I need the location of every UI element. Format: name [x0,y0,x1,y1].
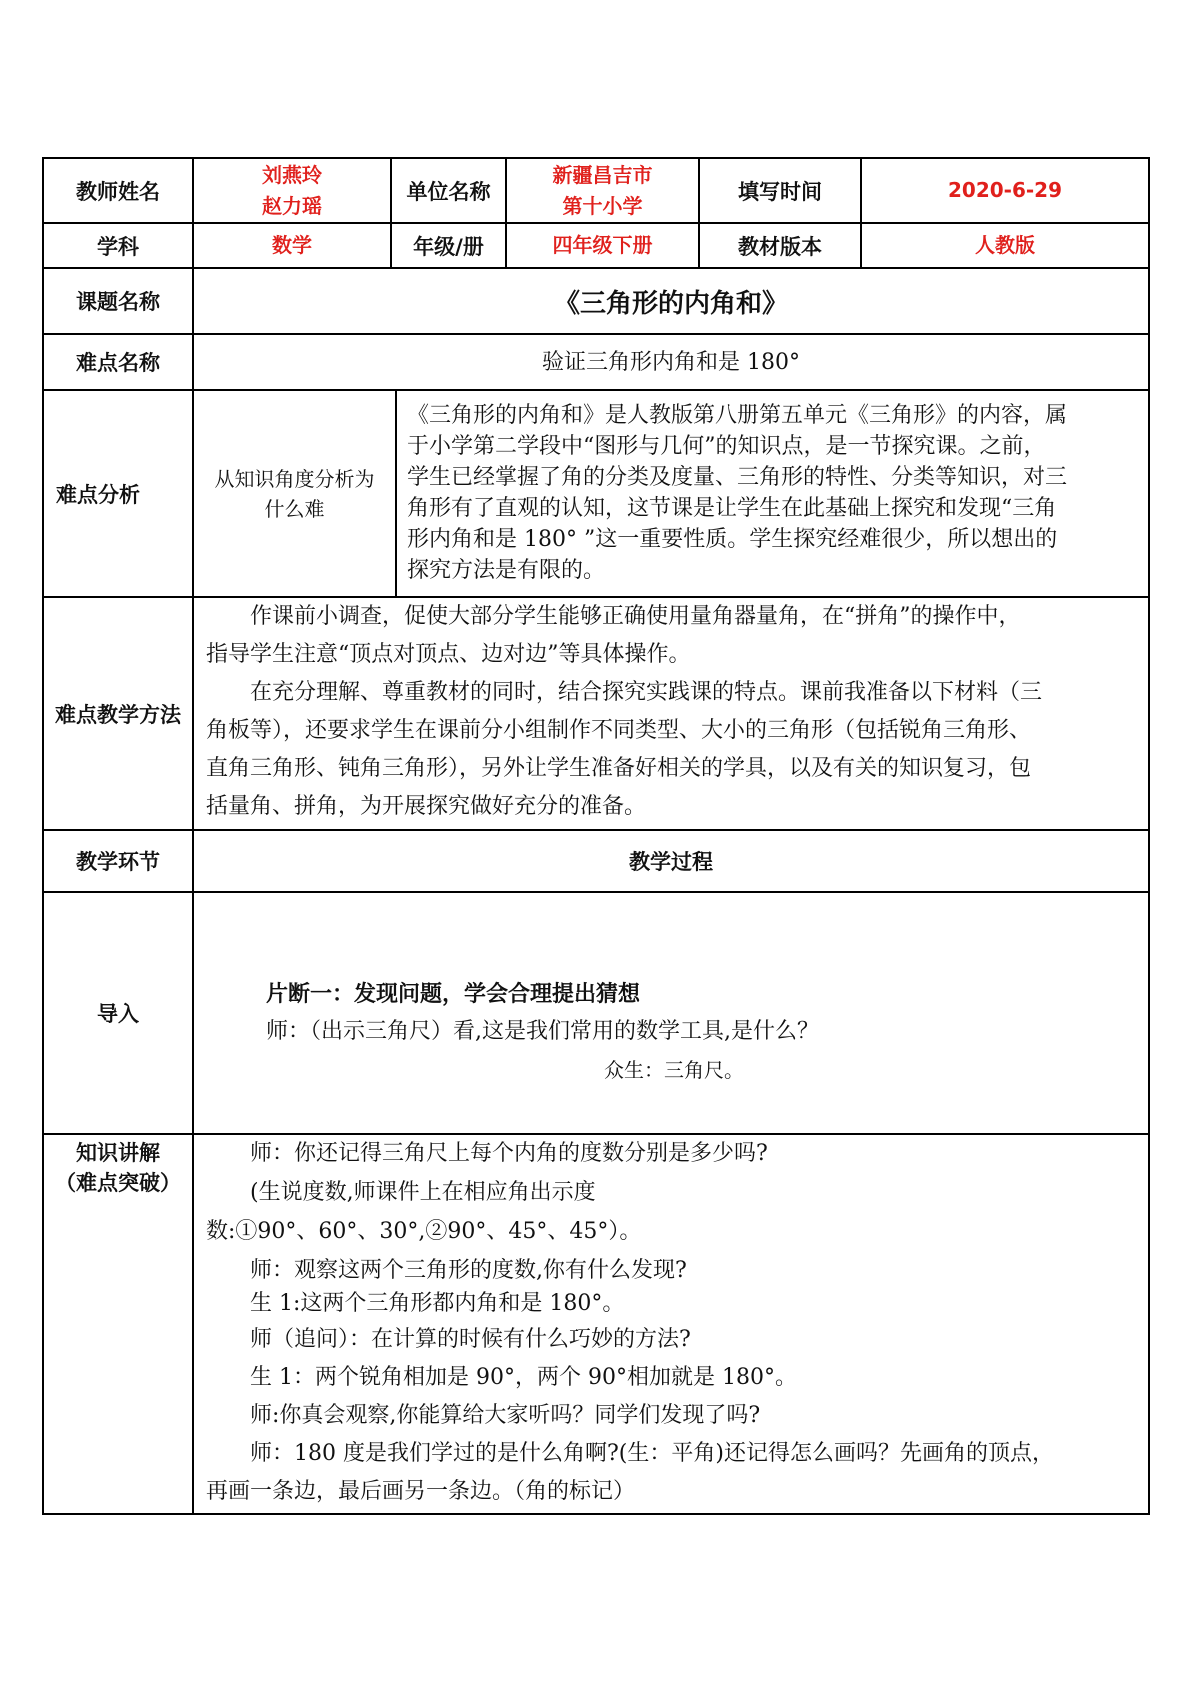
grade-label: 年级/册 [413,234,484,259]
method-line: 直角三角形、钝角三角形），另外让学生准备好相关的学具，以及有关的知识复习，包 [206,756,1032,781]
method-line: 角板等），还要求学生在课前分小组制作不同类型、大小的三角形（包括锐角三角形、 [206,718,1032,743]
subject-label: 学科 [97,234,139,259]
teacher-name-label: 教师姓名 [76,179,160,204]
edition-label: 教材版本 [738,234,822,259]
method-line: 括量角、拼角，为开展探究做好充分的准备。 [206,794,647,819]
knowledge-line: 师：你还记得三角尺上每个内角的度数分别是多少吗? [206,1141,768,1166]
stage-header: 教学环节 [76,850,160,874]
knowledge-line: 师（追问）：在计算的时候有什么巧妙的方法? [206,1327,691,1352]
method-label: 难点教学方法 [55,702,181,727]
teacher-name-2: 赵力瑶 [262,193,322,218]
edition-value: 人教版 [975,233,1035,257]
subject-value: 数学 [272,233,312,257]
intro-teacher-line: 师：（出示三角尺）看,这是我们常用的数学工具,是什么？ [266,1019,819,1044]
analysis-line: 于小学第二学段中“图形与几何”的知识点，是一节探究课。之前， [407,434,1046,459]
row-divider [42,1133,1150,1135]
difficulty-value: 验证三角形内角和是 180° [542,349,800,375]
knowledge-line: 再画一条边，最后画另一条边。（角的标记） [206,1479,636,1504]
unit-name-label: 单位名称 [406,179,491,204]
fill-date-label: 填写时间 [738,179,822,204]
knowledge-label-line-2: （难点突破） [55,1171,181,1195]
knowledge-label-line-1: 知识讲解 [76,1141,160,1165]
intro-heading: 片断一：发现问题，学会合理提出猜想 [266,982,641,1007]
grade-value: 四年级下册 [552,233,653,257]
knowledge-line: 师：观察这两个三角形的度数,你有什么发现? [206,1258,687,1283]
analysis-label: 难点分析 [56,482,140,507]
topic-title: 《三角形的内角和》 [553,288,788,319]
unit-name-1: 新疆昌吉市 [552,162,653,187]
teacher-names [194,159,390,222]
process-header: 教学过程 [629,850,713,874]
unit-name-2: 第十小学 [562,193,643,218]
fill-date-value: 2020-6-29 [947,178,1062,202]
analysis-sub-label-line-2: 什么难 [264,496,325,521]
column-divider [395,389,397,596]
knowledge-line: 师:你真会观察,你能算给大家听吗？同学们发现了吗? [206,1403,761,1428]
topic-label: 课题名称 [76,290,160,314]
analysis-sub-label [194,391,395,596]
method-line: 指导学生注意“顶点对顶点、边对边”等具体操作。 [206,642,691,667]
analysis-line: 《三角形的内角和》是人教版第八册第五单元《三角形》的内容，属 [407,403,1068,428]
teacher-name-1: 刘燕玲 [262,162,322,187]
intro-label: 导入 [97,1002,139,1026]
knowledge-line: 数:①90°、60°、30°,②90°、45°、45°）。 [206,1219,642,1244]
knowledge-line: 师：180 度是我们学过的是什么角啊?(生：平角)还记得怎么画吗？先画角的顶点， [206,1441,1054,1466]
analysis-line: 学生已经掌握了角的分类及度量、三角形的特性、分类等知识，对三 [407,465,1068,490]
method-line: 在充分理解、尊重教材的同时，结合探究实践课的特点。课前我准备以下材料（三 [206,680,1043,705]
knowledge-line: 生 1:这两个三角形都内角和是 180°。 [206,1291,625,1316]
analysis-line: 探究方法是有限的。 [407,558,606,583]
row-divider [42,596,1150,598]
difficulty-label: 难点名称 [76,351,160,375]
knowledge-line: (生说度数,师课件上在相应角出示度 [206,1180,596,1205]
analysis-line: 形内角和是 180° ”这一重要性质。学生探究经难很少，所以想出的 [407,527,1058,552]
analysis-line: 角形有了直观的认知，这节课是让学生在此基础上探究和发现“三角 [407,496,1057,521]
intro-students-line: 众生：三角尺。 [604,1058,744,1082]
row-divider [42,891,1150,893]
knowledge-line: 生 1：两个锐角相加是 90°，两个 90°相加就是 180°。 [206,1365,797,1390]
method-line: 作课前小调查，促使大部分学生能够正确使用量角器量角，在“拼角”的操作中， [206,604,1021,629]
analysis-sub-label-line-1: 从知识角度分析为 [214,466,375,491]
unit-names [507,159,698,222]
knowledge-label [44,1135,192,1201]
